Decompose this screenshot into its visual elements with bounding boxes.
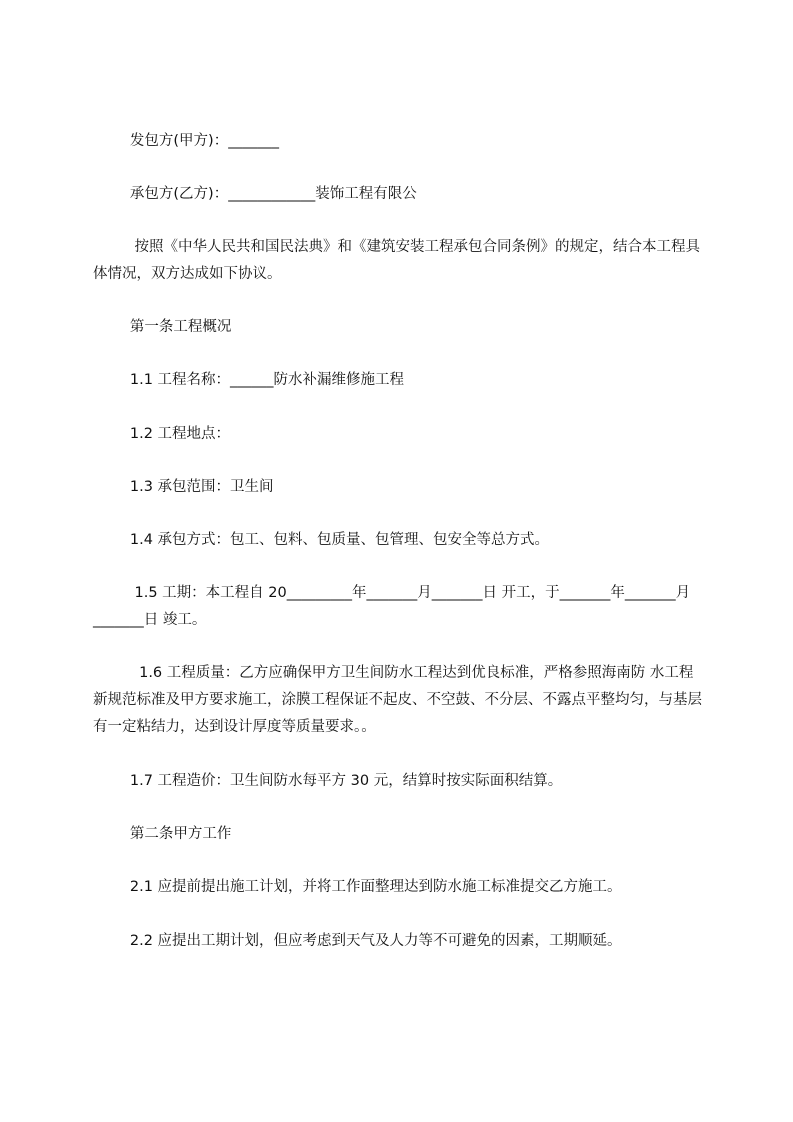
- party-a-line: 发包方(甲方)：_______: [93, 133, 279, 149]
- clause-1-5: 1.5 工期：本工程自 20_________年_______月_______日 开工，于_______年_______月_______日 竣工。: [93, 585, 691, 628]
- clause-1-6: 1.6 工程质量：乙方应确保甲方卫生间防水工程达到优良标准，严格参照海南防 水工程新规范标准及甲方要求施工，涂膜工程保证不起皮、不空鼓、不分层、不露点平整均匀，与基层有一定粘结力，达到设计厚度等质量要求。。: [93, 665, 702, 735]
- clause-1-4: 1.4 承包方式：包工、包料、包质量、包管理、包安全等总方式。: [93, 532, 550, 548]
- clause-2-2: 2.2 应提出工期计划，但应考虑到天气及人力等不可避免的因素，工期顺延。: [93, 933, 622, 949]
- clause-2-1: 2.1 应提前提出施工计划，并将工作面整理达到防水施工标准提交乙方施工。: [93, 879, 622, 895]
- clause-1-2: 1.2 工程地点：: [93, 426, 231, 442]
- clause-1-1: 1.1 工程名称：______防水补漏维修施工程: [93, 372, 405, 388]
- article-2-heading: 第二条甲方工作: [93, 826, 232, 842]
- clause-1-7: 1.7 工程造价：卫生间防水每平方 30 元，结算时按实际面积结算。: [93, 773, 563, 789]
- preamble-paragraph: 按照《中华人民共和国民法典》和《建筑安装工程承包合同条例》的规定，结合本工程具体情况，双方达成如下协议。: [93, 239, 700, 282]
- article-1-heading: 第一条工程概况: [93, 319, 232, 335]
- clause-1-3: 1.3 承包范围：卫生间: [93, 479, 274, 495]
- party-b-line: 承包方(乙方)：____________装饰工程有限公: [93, 186, 417, 202]
